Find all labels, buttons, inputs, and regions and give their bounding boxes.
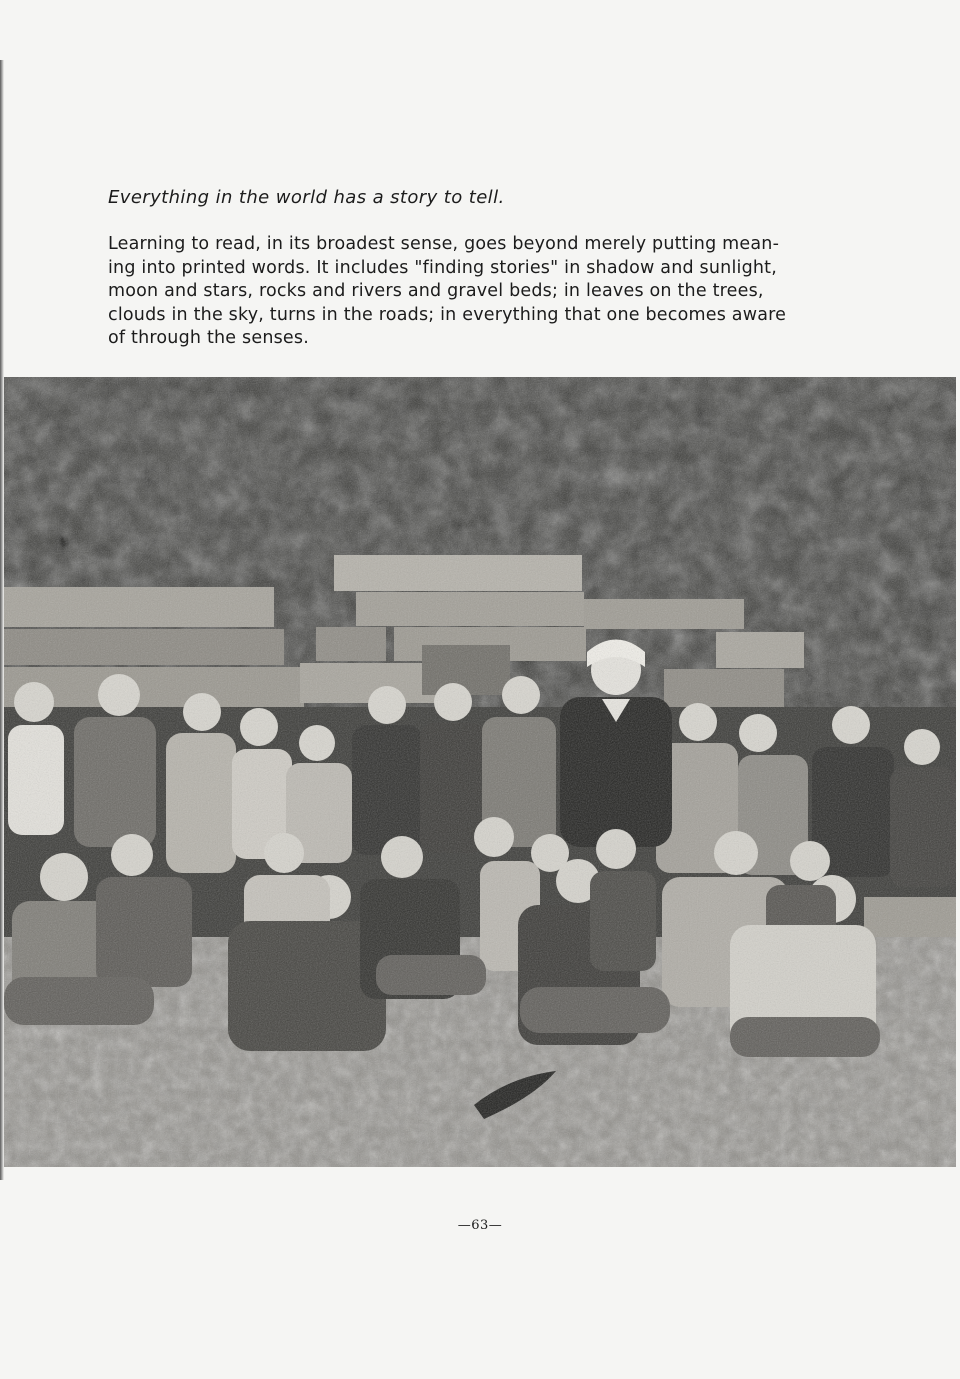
paragraph-line: moon and stars, rocks and rivers and gravel beds; in leaves on the trees, — [108, 281, 764, 301]
body-paragraph — [108, 233, 808, 351]
heading-tagline: Everything in the world has a story to tell. — [108, 187, 505, 208]
page-number: —63— — [457, 1218, 503, 1233]
photo-grain — [4, 377, 956, 1167]
photograph-illustration — [4, 377, 956, 1167]
paragraph-line: Learning to read, in its broadest sense, goes beyond merely putting mean- — [108, 234, 780, 254]
paragraph-line: of through the senses. — [108, 328, 309, 348]
paragraph-line: clouds in the sky, turns in the roads; in everything that one becomes aware — [108, 304, 787, 325]
photograph-children-outdoors — [4, 377, 956, 1167]
paragraph-line: ing into printed words. It includes "finding stories" in shadow and sunlight, — [108, 257, 778, 278]
